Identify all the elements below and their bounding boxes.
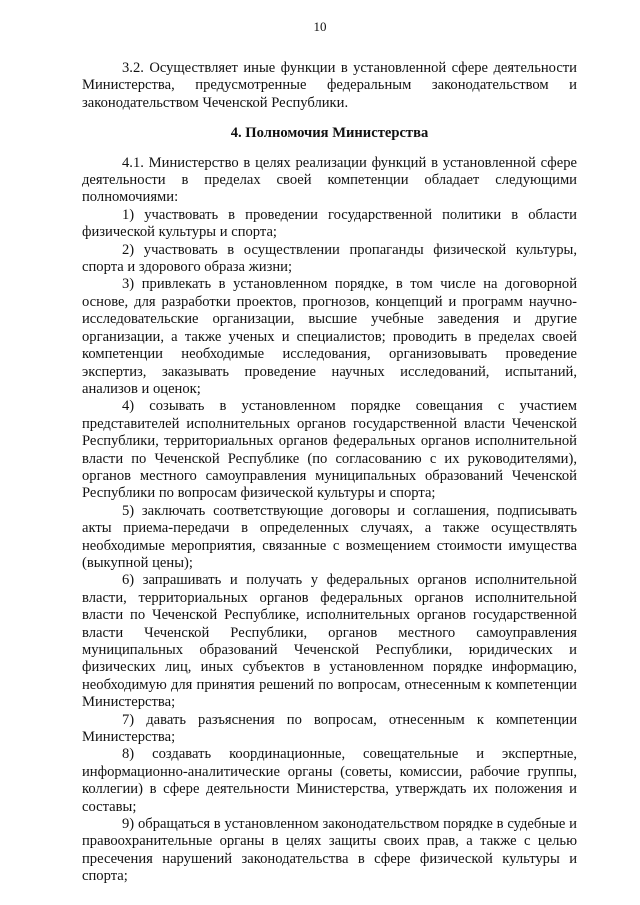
item-text: заключать соответствующие договоры и соглашения, подписывать акты приема-передачи в определенных случаях, а также осуществлять необходимые мероприятия, связанные с возмещением стоимости имущества (выкупной цены); <box>82 502 577 571</box>
section-heading: 4. Полномочия Министерства <box>230 125 429 142</box>
item-text: давать разъяснения по вопросам, отнесенным к компетенции Министерства; <box>82 711 578 746</box>
list-item <box>82 242 577 277</box>
section-intro-paragraph: 4.1. Министерство в целях реализации функций в установленной сфере деятельности в пределах своей компетенции обладает следующими полномочиями: <box>82 154 577 206</box>
item-number: 5) <box>122 502 135 519</box>
item-number: 2) <box>122 241 135 258</box>
list-item <box>82 746 577 816</box>
item-number: 1) <box>122 206 135 223</box>
item-number: 7) <box>122 711 135 728</box>
item-text: запрашивать и получать у федеральных органов исполнительной власти, территориальных органов федеральных органов исполнительной власти по Чеченской Республике, исполнительных органов государственной власти Чеченской Республики, органов местного самоуправления муниципальных образований Чеченской Республики, юридических и физических лиц, иных субъектов в установленном порядке информацию, необходимую для принятия решений по вопросам, отнесенным к компетенции Министерства; <box>82 572 577 711</box>
list-item <box>82 503 577 573</box>
item-number: 9) <box>122 816 135 833</box>
item-text: обращаться в установленном законодательством порядке в судебные и правоохранительные органы в целях защиты своих прав, а также с целью пресечения нарушений законодательства в сфере физической культуры и спорта; <box>82 816 577 885</box>
page-number: 10 <box>313 19 327 34</box>
item-number: 4) <box>122 398 135 415</box>
powers-list <box>82 207 577 886</box>
item-text: созывать в установленном порядке совещания с участием представителей исполнительных органов государственной власти Чеченской Республики, территориальных органов федеральных органов исполнительной власти по Чеченской Республике (по согласованию с их руководителями), органов местного самоуправления муниципальных образований Чеченской Республики по вопросам физической культуры и спорта; <box>82 398 577 502</box>
list-item <box>82 712 577 747</box>
list-item <box>82 572 577 711</box>
list-item <box>82 816 577 886</box>
list-item <box>82 276 577 398</box>
list-item <box>82 207 577 242</box>
paragraph-3-2: 3.2. Осуществляет иные функции в установленной сфере деятельности Министерства, предусмотренные федеральным законодательством и законодательством Чеченской Республики. <box>82 60 577 111</box>
item-text: привлекать в установленном порядке, в том числе на договорной основе, для разработки проектов, прогнозов, концепций и программ научно-исследовательские организации, высшие учебные заведения и другие организации, а также ученых и специалистов; проводить в пределах своей компетенции необходимые исследования, организовывать проведение экспертиз, заказывать проведение научных исследований, испытаний, анализов и оценок; <box>82 276 577 397</box>
item-text: участвовать в проведении государственной политики в области физической культуры и спорта; <box>82 206 577 241</box>
item-number: 3) <box>122 276 135 293</box>
item-text: участвовать в осуществлении пропаганды физической культуры, спорта и здорового образа жизни; <box>82 241 578 276</box>
document-body <box>82 60 577 886</box>
item-number: 6) <box>122 572 135 589</box>
item-number: 8) <box>122 746 135 763</box>
item-text: создавать координационные, совещательные и экспертные, информационно-аналитические органы (советы, комиссии, рабочие группы, коллегии) в сфере деятельности Министерства, утверждать их положения и составы; <box>82 746 577 815</box>
list-item <box>82 398 577 502</box>
